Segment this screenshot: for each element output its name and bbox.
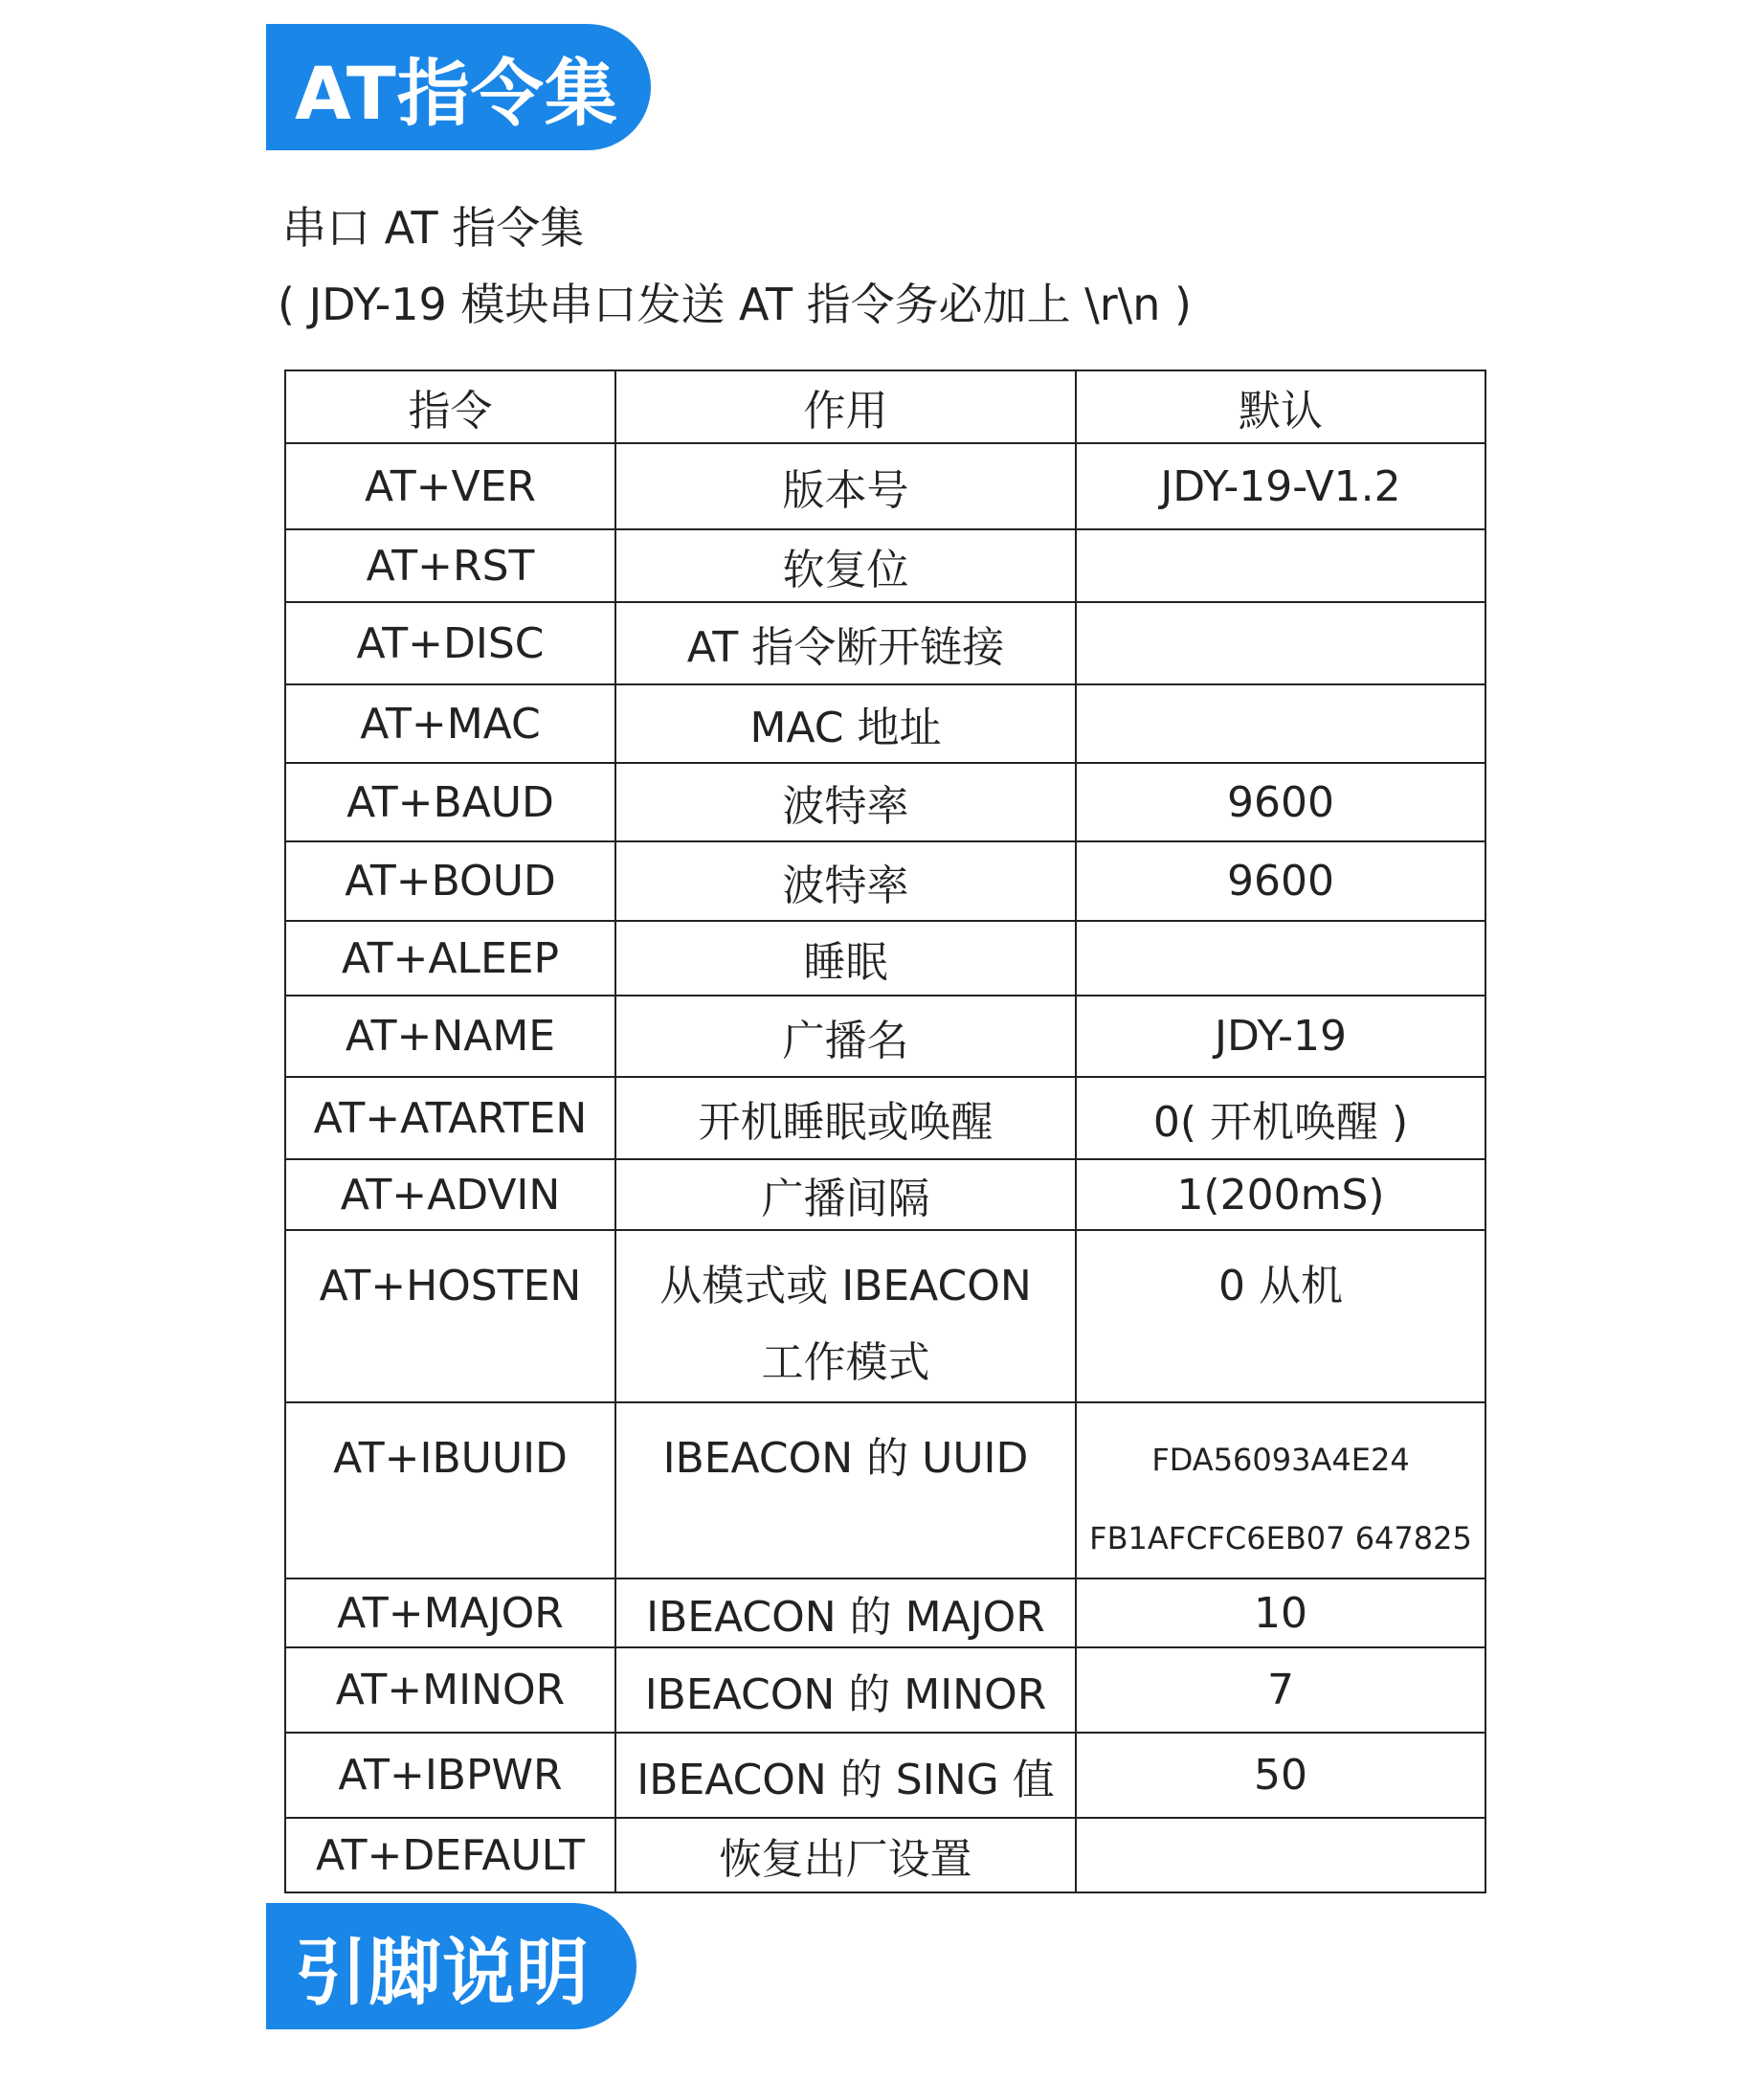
- cell-command: AT+ALEEP: [285, 921, 615, 996]
- cell-default: [1076, 684, 1485, 763]
- cell-default: 9600: [1076, 841, 1485, 921]
- table-row: [285, 684, 1485, 763]
- cell-default: JDY-19-V1.2: [1076, 443, 1485, 529]
- cell-default: 7: [1076, 1647, 1485, 1733]
- cell-command: [285, 1402, 615, 1578]
- cell-command: AT+VER: [285, 443, 615, 529]
- cell-default-line-1: FDA56093A4E24: [1151, 1442, 1410, 1478]
- cell-function: 广播名: [615, 996, 1076, 1077]
- at-command-set-banner: [266, 24, 651, 150]
- banner-title: 引脚说明: [295, 1929, 590, 2015]
- cell-function: IBEACON 的 SING 值: [615, 1733, 1076, 1818]
- cell-command: AT+RST: [285, 529, 615, 602]
- table-row: [285, 443, 1485, 529]
- cell-default: [1076, 921, 1485, 996]
- table-header-row: [285, 370, 1485, 443]
- cell-default: 9600: [1076, 763, 1485, 841]
- table-row: [285, 996, 1485, 1077]
- cell-default: [1076, 602, 1485, 684]
- intro-note: ( JDY-19 模块串口发送 AT 指令务必加上 \r\n ): [278, 279, 1192, 330]
- cell-command-text: AT+HOSTEN: [319, 1262, 582, 1310]
- cell-function: [615, 1230, 1076, 1402]
- cell-function: 广播间隔: [615, 1159, 1076, 1230]
- cell-function: 睡眠: [615, 921, 1076, 996]
- cell-function: 波特率: [615, 763, 1076, 841]
- pin-description-banner: [266, 1903, 636, 2029]
- cell-command: AT+ADVIN: [285, 1159, 615, 1230]
- table-row: [285, 1402, 1485, 1578]
- cell-function-text: IBEACON 的 UUID: [662, 1434, 1029, 1483]
- at-command-table: [284, 369, 1486, 1893]
- cell-command: AT+NAME: [285, 996, 615, 1077]
- cell-command: AT+IBPWR: [285, 1733, 615, 1818]
- cell-function: 波特率: [615, 841, 1076, 921]
- cell-function: 开机睡眠或唤醒: [615, 1077, 1076, 1159]
- cell-command: AT+DISC: [285, 602, 615, 684]
- table-row: [285, 1647, 1485, 1733]
- cell-function: IBEACON 的 MAJOR: [615, 1578, 1076, 1647]
- cell-default: [1076, 1402, 1485, 1578]
- table-row: [285, 841, 1485, 921]
- cell-default: 0( 开机唤醒 ): [1076, 1077, 1485, 1159]
- cell-default: [1076, 529, 1485, 602]
- cell-command: [285, 1230, 615, 1402]
- header-command: 指令: [285, 370, 615, 443]
- cell-function: IBEACON 的 MINOR: [615, 1647, 1076, 1733]
- cell-command: AT+BOUD: [285, 841, 615, 921]
- table-row: [285, 1077, 1485, 1159]
- cell-command: AT+DEFAULT: [285, 1818, 615, 1892]
- cell-command: AT+MINOR: [285, 1647, 615, 1733]
- cell-function-line-2: 工作模式: [761, 1338, 930, 1387]
- cell-command-text: AT+IBUUID: [333, 1434, 568, 1483]
- cell-default-text: 0 从机: [1218, 1262, 1343, 1310]
- cell-default: JDY-19: [1076, 996, 1485, 1077]
- cell-default: [1076, 1230, 1485, 1402]
- cell-function: 软复位: [615, 529, 1076, 602]
- cell-function: 恢复出厂设置: [615, 1818, 1076, 1892]
- table-row: [285, 1733, 1485, 1818]
- table-row: [285, 921, 1485, 996]
- cell-command: AT+MAJOR: [285, 1578, 615, 1647]
- table-row: [285, 529, 1485, 602]
- cell-command: AT+ATARTEN: [285, 1077, 615, 1159]
- cell-command: AT+MAC: [285, 684, 615, 763]
- cell-function: [615, 1402, 1076, 1578]
- cell-default: 10: [1076, 1578, 1485, 1647]
- banner-title: AT指令集: [295, 50, 618, 136]
- table-row: [285, 1578, 1485, 1647]
- table-row: [285, 1230, 1485, 1402]
- table-row: [285, 1159, 1485, 1230]
- cell-command: AT+BAUD: [285, 763, 615, 841]
- cell-default: 1(200mS): [1076, 1159, 1485, 1230]
- header-default: 默认: [1076, 370, 1485, 443]
- table-row: [285, 602, 1485, 684]
- cell-default: [1076, 1818, 1485, 1892]
- cell-default: 50: [1076, 1733, 1485, 1818]
- cell-default-line-2: FB1AFCFC6EB07 647825: [1089, 1520, 1472, 1556]
- intro-title: 串口 AT 指令集: [282, 202, 585, 254]
- table-row: [285, 763, 1485, 841]
- cell-function-line-1: 从模式或 IBEACON: [659, 1262, 1032, 1310]
- table-row: [285, 1818, 1485, 1892]
- header-function: 作用: [615, 370, 1076, 443]
- cell-function: 版本号: [615, 443, 1076, 529]
- cell-function: AT 指令断开链接: [615, 602, 1076, 684]
- cell-function: MAC 地址: [615, 684, 1076, 763]
